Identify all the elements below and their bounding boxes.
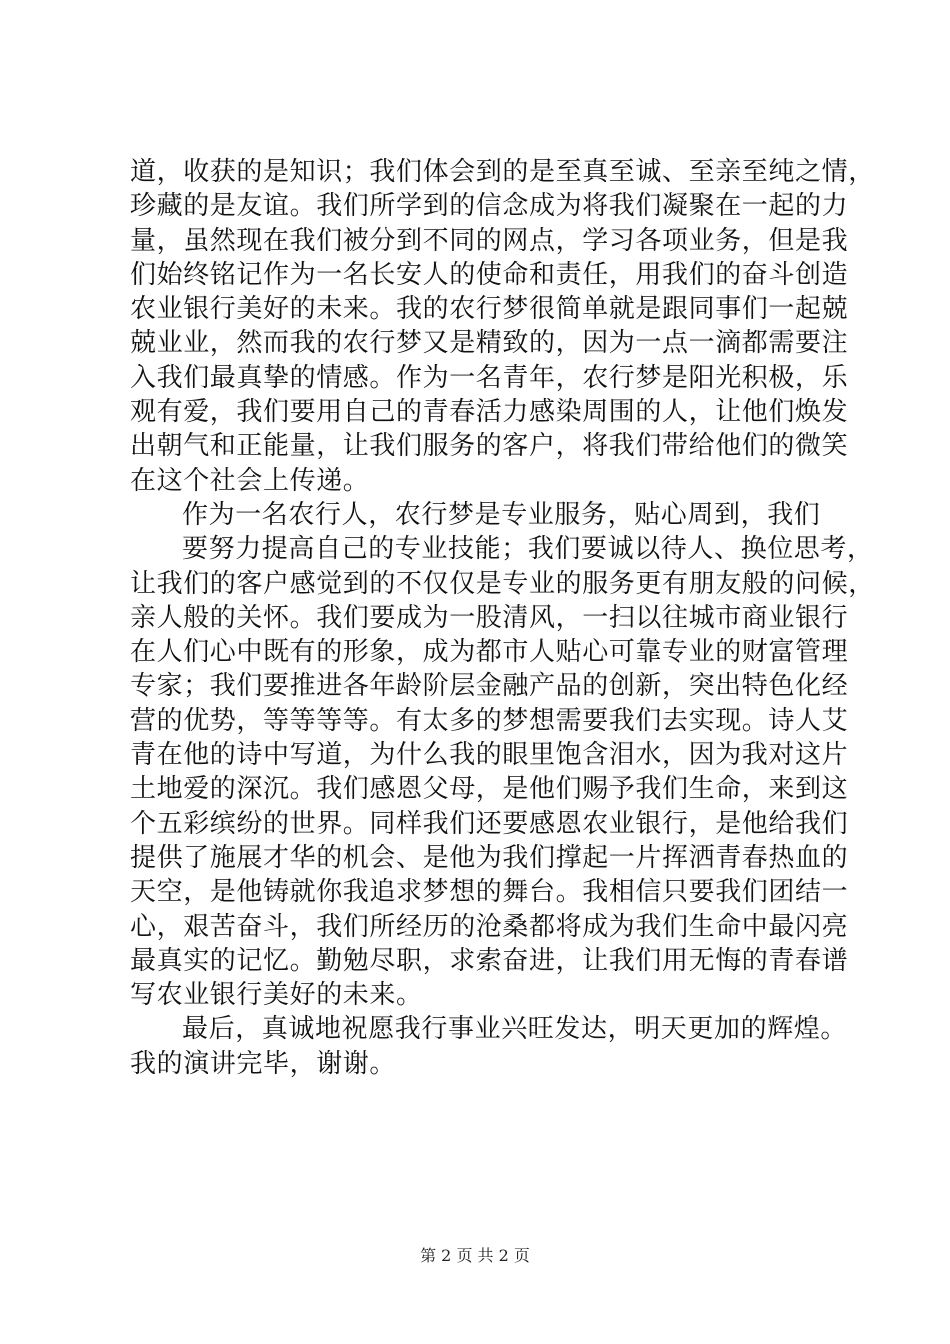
text-line: 青在他的诗中写道，为什么我的眼里饱含泪水，因为我对这片 bbox=[130, 740, 849, 771]
page-number-footer: 第 2 页 共 2 页 bbox=[420, 1246, 530, 1265]
text-line: 我的演讲完毕，谢谢。 bbox=[130, 1048, 397, 1079]
text-line: 观有爱，我们要用自己的青春活力感染周围的人，让他们焕发 bbox=[130, 397, 849, 428]
text-line: 最真实的记忆。勤勉尽职，求索奋进，让我们用无悔的青春谱 bbox=[130, 945, 849, 976]
text-line: 土地爱的深沉。我们感恩父母，是他们赐予我们生命，来到这 bbox=[130, 774, 849, 805]
text-line: 在人们心中既有的形象，成为都市人贴心可靠专业的财富管理 bbox=[130, 637, 849, 668]
text-line: 作为一名农行人，农行梦是专业服务，贴心周到，我们 bbox=[182, 499, 821, 530]
text-line: 要努力提高自己的专业技能；我们要诚以待人、换位思考， bbox=[182, 534, 874, 565]
text-line: 量，虽然现在我们被分到不同的网点，学习各项业务，但是我 bbox=[130, 225, 849, 256]
text-line: 营的优势，等等等等。有太多的梦想需要我们去实现。诗人艾 bbox=[130, 705, 849, 736]
text-line: 道，收获的是知识；我们体会到的是至真至诚、至亲至纯之情， bbox=[130, 157, 875, 187]
text-line: 让我们的客户感觉到的不仅仅是专业的服务更有朋友般的问候， bbox=[130, 568, 875, 599]
text-line: 写农业银行美好的未来。 bbox=[130, 980, 423, 1011]
text-line: 心，艰苦奋斗，我们所经历的沧桑都将成为我们生命中最闪亮 bbox=[130, 911, 849, 942]
text-line: 出朝气和正能量，让我们服务的客户，将我们带给他们的微笑 bbox=[130, 431, 849, 462]
text-line: 天空，是他铸就你我追求梦想的舞台。我相信只要我们团结一 bbox=[130, 877, 849, 908]
text-line: 最后，真诚地祝愿我行事业兴旺发达，明天更加的辉煌。 bbox=[182, 1014, 848, 1045]
text-line: 珍藏的是友谊。我们所学到的信念成为将我们凝聚在一起的力 bbox=[130, 191, 849, 222]
text-line: 农业银行美好的未来。我的农行梦很简单就是跟同事们一起兢 bbox=[130, 294, 849, 325]
document-body bbox=[130, 155, 875, 1081]
text-line: 亲人般的关怀。我们要成为一股清风，一扫以往城市商业银行 bbox=[130, 602, 849, 633]
text-line: 们始终铭记作为一名长安人的使命和责任，用我们的奋斗创造 bbox=[130, 259, 849, 290]
text-line: 提供了施展才华的机会、是他为我们撑起一片挥洒青春热血的 bbox=[130, 842, 849, 873]
text-line: 个五彩缤纷的世界。同样我们还要感恩农业银行，是他给我们 bbox=[130, 808, 849, 839]
text-line: 在这个社会上传递。 bbox=[130, 465, 370, 496]
text-line: 专家；我们要推进各年龄阶层金融产品的创新，突出特色化经 bbox=[130, 671, 849, 702]
text-line: 入我们最真挚的情感。作为一名青年，农行梦是阳光积极，乐 bbox=[130, 362, 849, 393]
text-line: 兢业业，然而我的农行梦又是精致的，因为一点一滴都需要注 bbox=[130, 328, 849, 359]
